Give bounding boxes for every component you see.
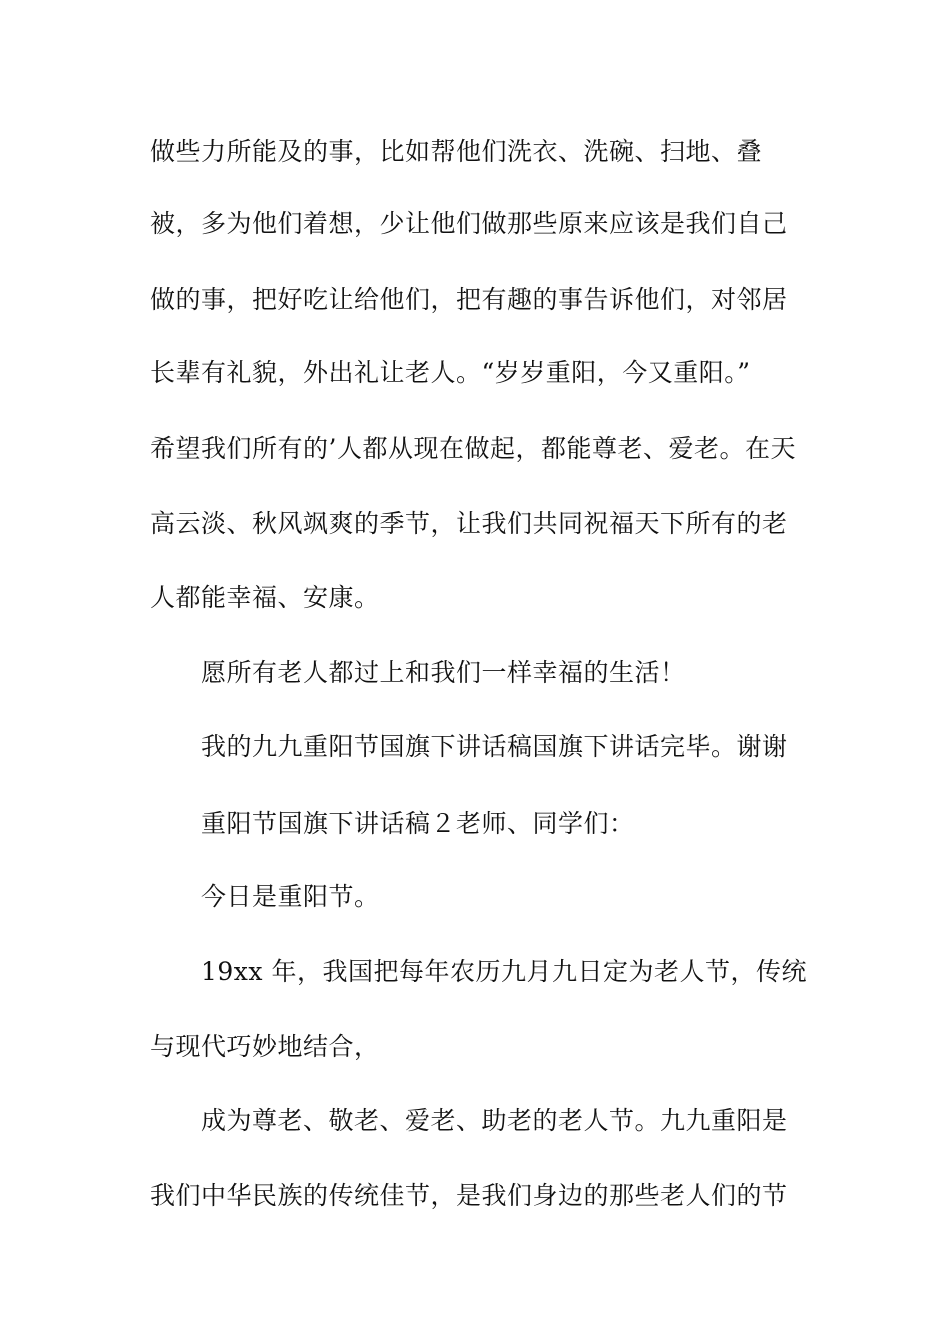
paragraph-line: 成为尊老、敬老、爱老、助老的老人节。九九重阳是 bbox=[201, 1106, 788, 1135]
paragraph-line: 重阳节国旗下讲话稿２老师、同学们： bbox=[201, 809, 635, 838]
paragraph-line: 长辈有礼貌，外出礼让老人。“岁岁重阳，今又重阳。” bbox=[150, 358, 751, 387]
paragraph-line: 今日是重阳节。 bbox=[201, 882, 380, 911]
paragraph-line: 被，多为他们着想，少让他们做那些原来应该是我们自己 bbox=[150, 209, 788, 238]
paragraph-line: 高云淡、秋风飒爽的季节，让我们共同祝福天下所有的老 bbox=[150, 509, 788, 538]
paragraph-line: 我的九九重阳节国旗下讲话稿国旗下讲话完毕。谢谢 bbox=[201, 732, 788, 761]
paragraph-line: 我们中华民族的传统佳节，是我们身边的那些老人们的节 bbox=[150, 1181, 788, 1210]
paragraph-line: 人都能幸福、安康。 bbox=[150, 583, 380, 612]
paragraph-line: 19xx 年，我国把每年农历九月九日定为老人节，传统 bbox=[201, 957, 807, 986]
paragraph-line: 愿所有老人都过上和我们一样幸福的生活！ bbox=[201, 658, 686, 687]
paragraph-line: 希望我们所有的’人都从现在做起，都能尊老、爱老。在天 bbox=[150, 434, 796, 463]
paragraph-line: 做的事，把好吃让给他们，把有趣的事告诉他们，对邻居 bbox=[150, 285, 788, 314]
paragraph-line: 做些力所能及的事，比如帮他们洗衣、洗碗、扫地、叠 bbox=[150, 137, 763, 166]
paragraph-line: 与现代巧妙地结合， bbox=[150, 1032, 380, 1061]
